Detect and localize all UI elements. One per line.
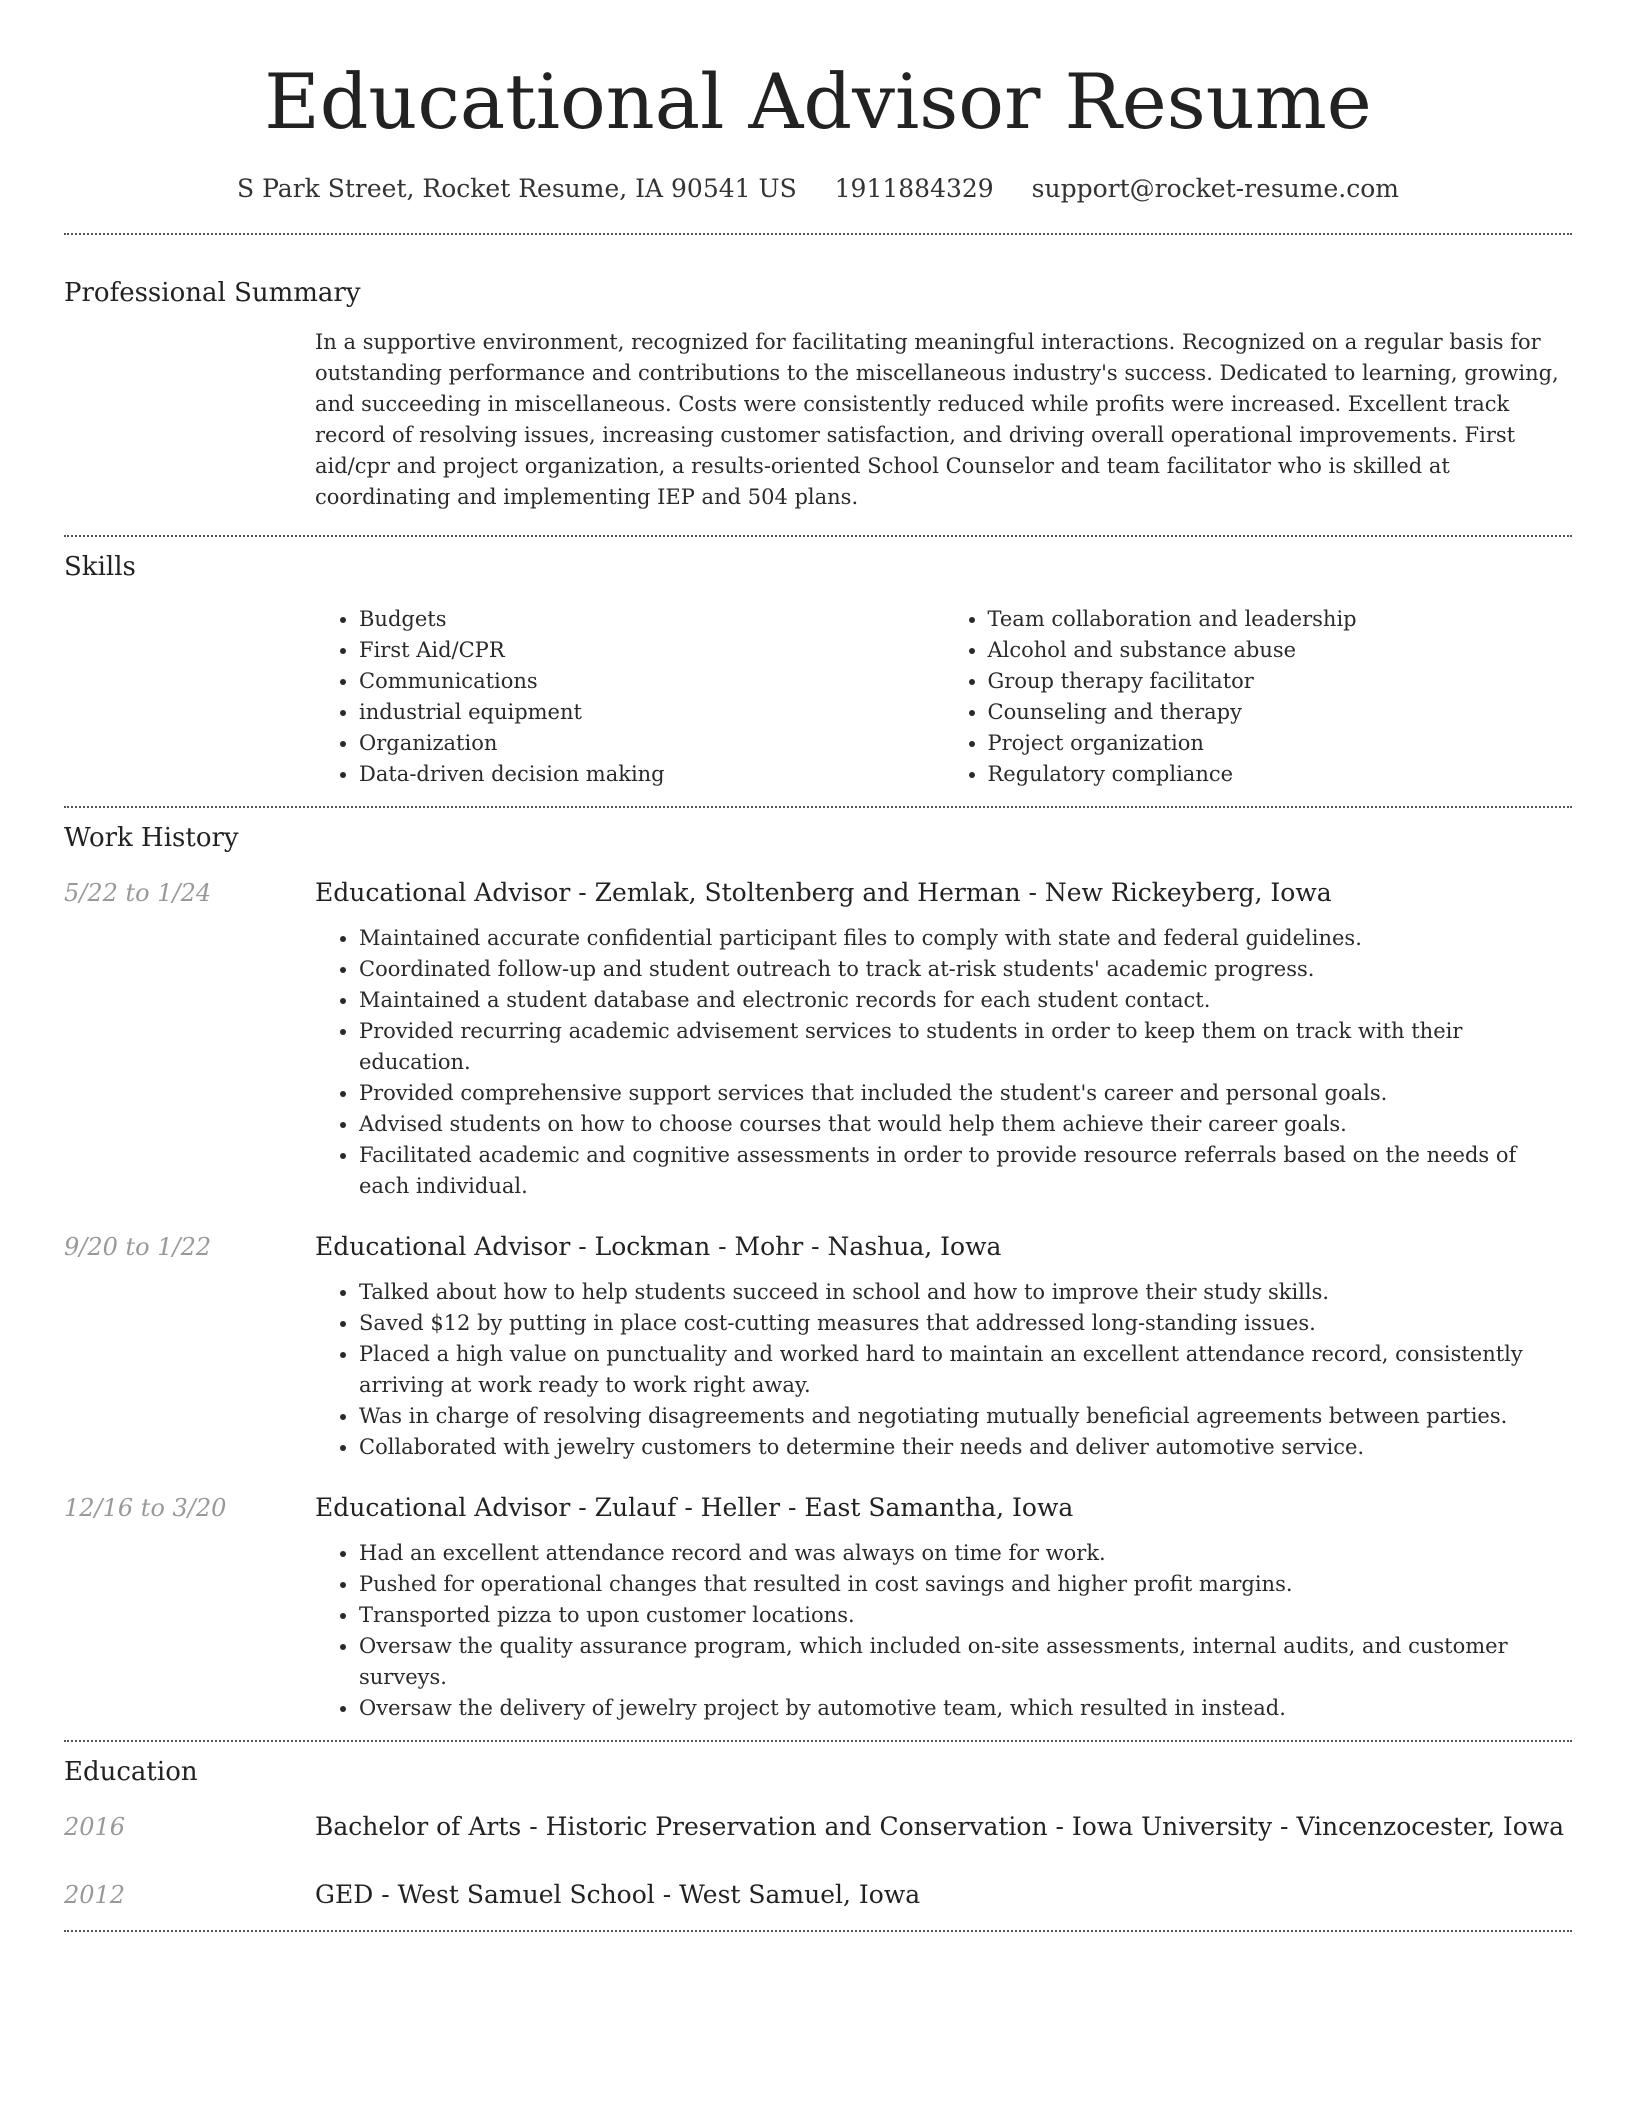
job-title: Educational Advisor - Lockman - Mohr - Nashua, Iowa	[315, 1232, 1002, 1261]
email-text: support@rocket-resume.com	[1031, 174, 1399, 203]
divider	[64, 233, 1572, 235]
job-duty: • Maintained a student database and electronic records for each student contact.	[359, 985, 1572, 1016]
job-duty: • Collaborated with jewelry customers to determine their needs and deliver automotive service.	[359, 1432, 1572, 1463]
job-entry	[64, 876, 1572, 1202]
skill-item: • Counseling and therapy	[988, 697, 1573, 728]
divider	[64, 1740, 1572, 1742]
job-title: Educational Advisor - Zemlak, Stoltenberg and Herman - New Rickeyberg, Iowa	[315, 878, 1332, 907]
education-year: 2012	[64, 1881, 126, 1909]
divider	[64, 806, 1572, 808]
job-entry	[64, 1491, 1572, 1724]
skill-item: • First Aid/CPR	[359, 635, 944, 666]
education-year: 2016	[64, 1813, 126, 1841]
skills-list	[315, 604, 1572, 790]
job-duties	[315, 1277, 1572, 1463]
divider	[64, 1930, 1572, 1932]
job-duty: • Pushed for operational changes that resulted in cost savings and higher profit margins.	[359, 1569, 1572, 1600]
skill-item: • Team collaboration and leadership	[988, 604, 1573, 635]
skill-item: • Group therapy facilitator	[988, 666, 1573, 697]
job-duties	[315, 1538, 1572, 1724]
work-history-heading: Work History	[64, 823, 239, 853]
job-duty: • Maintained accurate confidential participant files to comply with state and federal guidelines.	[359, 923, 1572, 954]
summary-text: In a supportive environment, recognized for facilitating meaningful interactions. Recognized on a regular basis for outstanding performance and contributions to the miscellaneous industry's success. Dedicated to learning, growing, and succeeding in miscellaneous. Costs were consistently reduced while profits were increased. Excellent track record of resolving issues, increasing customer satisfaction, and driving overall operational improvements. First aid/cpr and project organization, a results-oriented School Counselor and team facilitator who is skilled at coordinating and implementing IEP and 504 plans.	[315, 330, 1559, 509]
job-duty: • Transported pizza to upon customer locations.	[359, 1600, 1572, 1631]
job-duty: • Placed a high value on punctuality and worked hard to maintain an excellent attendance record, consistently arriving at work ready to work right away.	[359, 1339, 1572, 1401]
job-duty: • Had an excellent attendance record and was always on time for work.	[359, 1538, 1572, 1569]
contact-info	[64, 172, 1572, 206]
job-duty: • Advised students on how to choose courses that would help them achieve their career goals.	[359, 1109, 1572, 1140]
divider	[64, 535, 1572, 537]
job-dates: 12/16 to 3/20	[64, 1494, 227, 1522]
skill-item: • Data-driven decision making	[359, 759, 944, 790]
skills-heading: Skills	[64, 552, 136, 582]
education-entry	[64, 1878, 1572, 1912]
address-text: S Park Street, Rocket Resume, IA 90541 US	[237, 174, 797, 203]
summary-heading: Professional Summary	[64, 278, 361, 308]
job-duty: • Oversaw the delivery of jewelry project by automotive team, which resulted in instead.	[359, 1693, 1572, 1724]
resume-title: Educational Advisor Resume	[264, 57, 1372, 146]
job-duty: • Coordinated follow-up and student outreach to track at-risk students' academic progress.	[359, 954, 1572, 985]
skill-item: • Communications	[359, 666, 944, 697]
job-duty: • Oversaw the quality assurance program, which included on-site assessments, internal audits, and customer surveys.	[359, 1631, 1572, 1693]
skill-item: • Project organization	[988, 728, 1573, 759]
education-entry	[64, 1810, 1572, 1844]
skills-column-left	[315, 604, 944, 790]
job-entry	[64, 1230, 1572, 1463]
skill-item: • Regulatory compliance	[988, 759, 1573, 790]
job-title: Educational Advisor - Zulauf - Heller - East Samantha, Iowa	[315, 1493, 1074, 1522]
job-dates: 5/22 to 1/24	[64, 879, 212, 907]
job-duty: • Facilitated academic and cognitive assessments in order to provide resource referrals based on the needs of each individual.	[359, 1140, 1572, 1202]
job-duty: • Saved $12 by putting in place cost-cutting measures that addressed long-standing issues.	[359, 1308, 1572, 1339]
job-duty: • Talked about how to help students succeed in school and how to improve their study skills.	[359, 1277, 1572, 1308]
skill-item: • industrial equipment	[359, 697, 944, 728]
skills-column-right	[944, 604, 1573, 790]
job-duty: • Provided comprehensive support services that included the student's career and personal goals.	[359, 1078, 1572, 1109]
education-detail: GED - West Samuel School - West Samuel, Iowa	[315, 1880, 921, 1909]
skill-item: • Organization	[359, 728, 944, 759]
skill-item: • Alcohol and substance abuse	[988, 635, 1573, 666]
job-duty: • Provided recurring academic advisement services to students in order to keep them on track with their education.	[359, 1016, 1572, 1078]
phone-text: 1911884329	[834, 174, 994, 203]
job-duties	[315, 923, 1572, 1202]
resume-page	[64, 0, 1572, 1932]
job-dates: 9/20 to 1/22	[64, 1233, 212, 1261]
education-detail: Bachelor of Arts - Historic Preservation and Conservation - Iowa University - Vincenzocester, Iowa	[315, 1812, 1565, 1841]
job-duty: • Was in charge of resolving disagreements and negotiating mutually beneficial agreements between parties.	[359, 1401, 1572, 1432]
skill-item: • Budgets	[359, 604, 944, 635]
education-heading: Education	[64, 1757, 198, 1787]
